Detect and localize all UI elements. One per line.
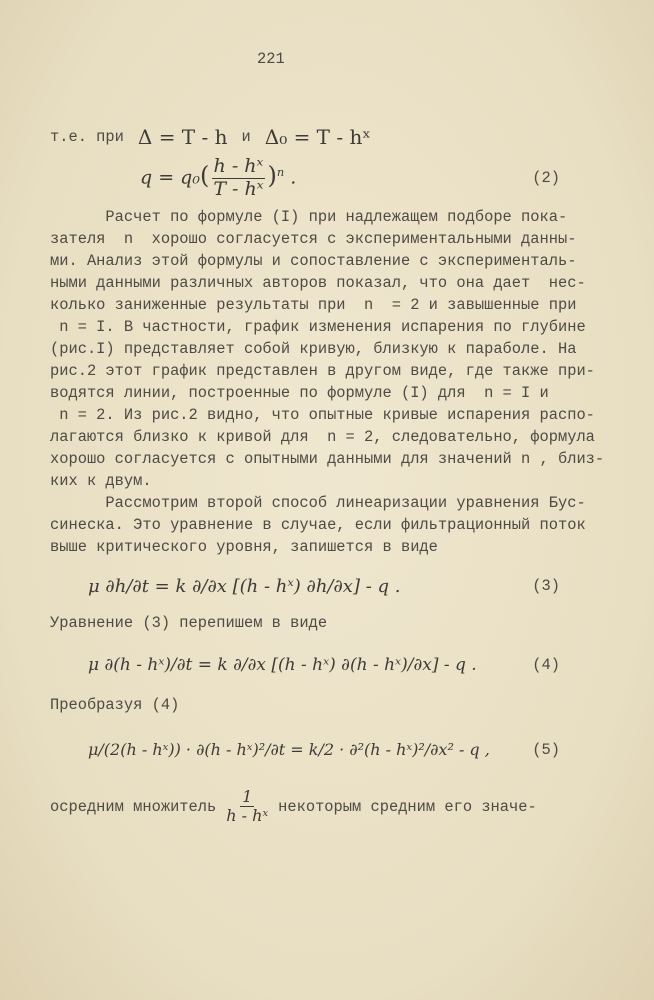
text-line: выше критического уровня, запишется в виде	[50, 538, 438, 556]
last-line-after: некоторым средним его значе-	[278, 797, 537, 816]
paragraph-1	[50, 206, 610, 492]
equation-2-denominator: T - hˣ	[213, 177, 264, 200]
last-line	[50, 788, 610, 826]
equation-5-formula: μ/(2(h - hˣ)) · ∂(h - hˣ)²/∂t = k/2 · ∂²(h - hˣ)²/∂x² - q ,	[88, 740, 490, 759]
equation-2-lhs: q = q₀	[140, 166, 200, 188]
intro-line	[50, 122, 610, 152]
multiplier-numerator: 1	[242, 787, 253, 806]
last-line-before: осредним множитель	[50, 797, 217, 816]
rewrite-label: Уравнение (3) перепишем в виде	[50, 614, 328, 632]
intro-conjunction: и	[241, 128, 251, 146]
equation-4-number: (4)	[532, 656, 560, 674]
delta-zero-equation: Δ₀ = T - hˣ	[264, 125, 371, 149]
intro-prefix: т.е. при	[50, 128, 124, 146]
text-line: ми. Анализ этой формулы и сопоставление с эксперименталь-	[50, 252, 577, 270]
text-line: ными данными различных авторов показал, что она дает нес-	[50, 274, 586, 292]
equation-4-formula: μ ∂(h - hˣ)/∂t = k ∂/∂x [(h - hˣ) ∂(h - hˣ)/∂x] - q .	[88, 655, 477, 675]
equation-2-numerator: h - hˣ	[213, 154, 264, 177]
multiplier-denominator: h - hˣ	[226, 806, 269, 826]
text-line: лагаются близко к кривой для n = 2, следовательно, формула	[50, 428, 595, 446]
equation-3	[50, 564, 610, 608]
text-line: рис.2 этот график представлен в другом виде, где также при-	[50, 362, 595, 380]
equation-5-number: (5)	[532, 741, 560, 759]
equation-3-number: (3)	[532, 577, 560, 595]
text-line: хорошо согласуется с опытными данными для значений n , близ-	[50, 450, 605, 468]
equation-3-formula: μ ∂h/∂t = k ∂/∂x [(h - hˣ) ∂h/∂x] - q .	[88, 575, 401, 597]
paragraph-2	[50, 492, 610, 558]
text-line: зателя n хорошо согласуется с экспериментальными данны-	[50, 230, 577, 248]
equation-2-number: (2)	[532, 169, 560, 187]
text-line: n = I. В частности, график изменения испарения по глубине	[50, 318, 586, 336]
equation-2: q = q₀( $\frac{\text{h - hˣ}}{\text{T - hˣ}}$ )$^n$ . (2)	[140, 154, 560, 200]
equation-4	[50, 640, 610, 690]
page-number: 221	[257, 50, 285, 68]
equation-2-power: n	[276, 164, 285, 179]
equation-5	[50, 722, 610, 778]
text-line: Расчет по формуле (I) при надлежащем подборе пока-	[50, 208, 568, 226]
text-line: (рис.I) представляет собой кривую, близкую к параболе. На	[50, 340, 577, 358]
transform-label: Преобразуя (4)	[50, 696, 180, 714]
delta-equation: Δ = T - h	[137, 125, 228, 149]
text-line: Рассмотрим второй способ линеаризации уравнения Бус-	[50, 494, 586, 512]
text-line: водятся линии, построенные по формуле (I) для n = I и	[50, 384, 549, 402]
text-line: n = 2. Из рис.2 видно, что опытные кривые испарения распо-	[50, 406, 595, 424]
text-column	[50, 48, 610, 826]
text-line: ких к двум.	[50, 472, 152, 490]
text-line: синеска. Это уравнение в случае, если фильтрационный поток	[50, 516, 586, 534]
text-line: колько заниженные результаты при n = 2 и завышенные при	[50, 296, 577, 314]
